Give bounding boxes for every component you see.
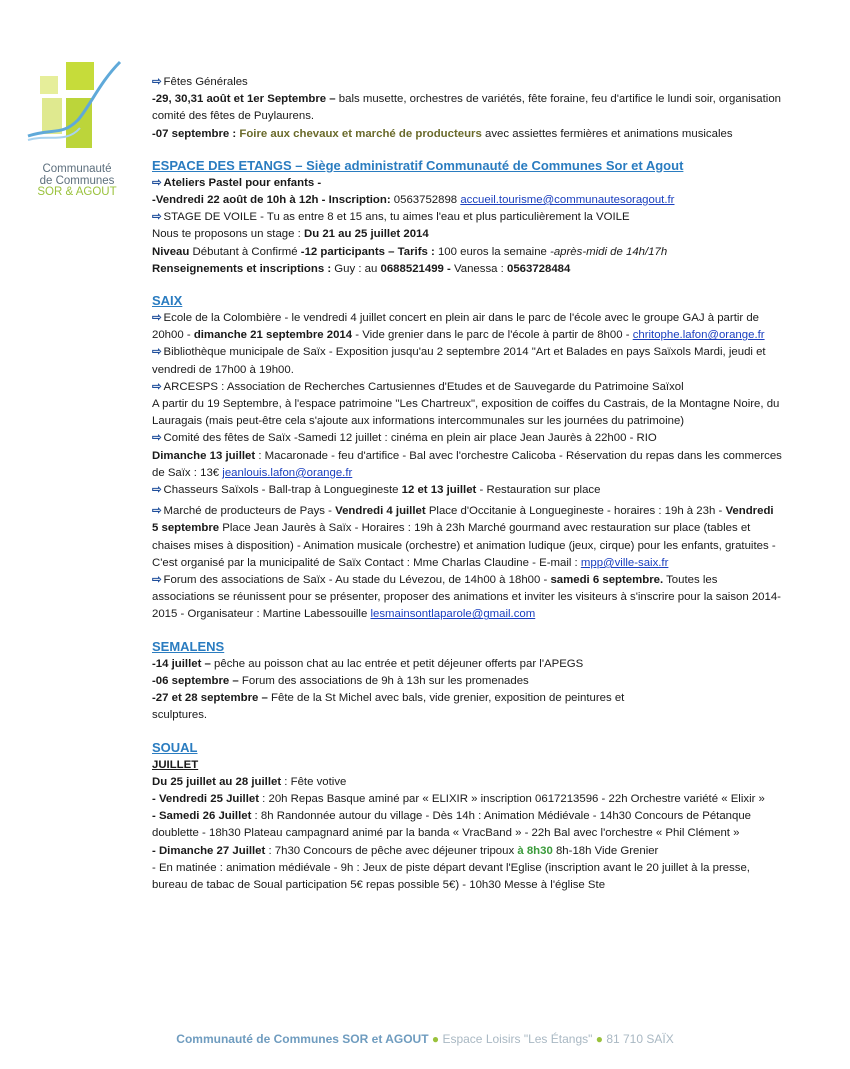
soual-line-1: Du 25 juillet au 28 juillet : Fête votive [152, 775, 347, 788]
section-heading-soual: SOUAL [152, 739, 198, 755]
arrow-right-icon: ⇨ [152, 432, 162, 445]
footer-venue: Espace Loisirs "Les Étangs" [442, 1032, 593, 1046]
logo-line-3: SOR & AGOUT [37, 186, 117, 198]
intro-line-2: -07 septembre : Foire aux chevaux et marché de producteurs avec assiettes fermières et animations musicales [152, 127, 733, 140]
arrow-right-icon: ⇨ [152, 380, 162, 393]
page-footer [0, 1032, 850, 1046]
soual-line-5: - En matinée : animation médiévale - 9h : Jeux de piste départ devant l'Eglise (inscription avant le 20 juillet à la presse, bureau de tabac de Soual participation 5€ repas possible 5€) - 10h30 Messe à l'église Ste [152, 861, 750, 891]
soual-line-4: - Dimanche 27 Juillet : 7h30 Concours de pêche avec déjeuner tripoux à 8h30 8h-18h Vide Grenier [152, 844, 659, 857]
saix-item-4: ⇨ Comité des fêtes de Saïx -Samedi 12 juillet : cinéma en plein air place Jean Jaurès à 22h00 - RIO Dimanche 13 juillet : Macaronade - feu d'artifice - Bal avec l'orchestre Calicoba - Réservation du repas dans les commerces de Saïx : 13€ jeanlouis.lafon@orange.fr [152, 432, 782, 479]
soual-line-3: - Samedi 26 Juillet : 8h Randonnée autour du village - Dès 14h : Animation Médiévale - 14h30 Concours de Pétanque doublette - 18h30 Plateau campagnard animé par la banda « VracBand » - 22h Bal avec l'orchestre « Phil Clément » [152, 810, 752, 840]
etangs-item-2-line-3: Renseignements et inscriptions : Guy : au 0688521499 - Vanessa : 0563728484 [152, 262, 571, 275]
semalens-line-3: -27 et 28 septembre – Fête de la St Michel avec bals, vide grenier, exposition de peintures et sculptures. [152, 692, 625, 722]
etangs-item-2-line-1: Nous te proposons un stage : Du 21 au 25 juillet 2014 [152, 228, 429, 241]
etangs-item-1-title: ⇨ Ateliers Pastel pour enfants - [152, 176, 322, 189]
saix-item-5: ⇨ Chasseurs Saïxols - Ball-trap à Longuegineste 12 et 13 juillet - Restauration sur place [152, 484, 601, 497]
etangs-item-2-title: ⇨ STAGE DE VOILE - Tu as entre 8 et 15 ans, tu aimes l'eau et plus particulièrement la VOILE [152, 211, 630, 224]
section-heading-semalens: SEMALENS [152, 638, 225, 654]
footer-postcode: 81 710 SAÏX [606, 1032, 674, 1046]
footer-org: Communauté de Communes SOR et AGOUT [176, 1032, 429, 1046]
saix-item-1: ⇨ Ecole de la Colombière - le vendredi 4 juillet concert en plein air dans le parc de l'école avec le groupe GAJ à partir de 20h00 - dimanche 21 septembre 2014 - Vide grenier dans le parc de l'école à partir de 8h00 - chritophe.lafon@orange.fr [152, 312, 765, 342]
logo [22, 58, 132, 228]
intro-line-1: -29, 30,31 août et 1er Septembre – bals musette, orchestres de variétés, fête foraine, feu d'artifice le lundi soir, organisation comité des fêtes de Puylaurens. [152, 93, 781, 123]
section-heading-saix: SAIX [152, 293, 183, 309]
etangs-email-link[interactable]: accueil.tourisme@communautesoragout.fr [460, 194, 675, 207]
arrow-right-icon: ⇨ [152, 176, 162, 189]
saix-item-2: ⇨ Bibliothèque municipale de Saïx - Exposition jusqu'au 2 septembre 2014 "Art et Balades en pays Saïxols Mardi, jeudi et vendredi de 17h00 à 19h00. [152, 346, 766, 376]
arrow-right-icon: ⇨ [152, 484, 162, 497]
saix-email-link-3[interactable]: mpp@ville-saix.fr [580, 556, 669, 569]
soual-line-2: - Vendredi 25 Juillet : 20h Repas Basque aminé par « ELIXIR » inscription 0617213596 - 22h Orchestre variété « Elixir » [152, 792, 765, 805]
arrow-right-icon: ⇨ [152, 574, 162, 587]
footer-separator: ● [592, 1032, 607, 1046]
intro-title: ⇨ Fêtes Générales [152, 76, 248, 88]
semalens-line-2: -06 septembre – Forum des associations de 9h à 13h sur les promenades [152, 674, 529, 687]
arrow-right-icon: ⇨ [152, 211, 162, 224]
arrow-right-icon: ⇨ [152, 76, 162, 88]
logo-mark-icon [22, 58, 132, 228]
saix-item-6: ⇨ Marché de producteurs de Pays - Vendredi 4 juillet Place d'Occitanie à Longuegineste - horaires : 19h à 23h - Vendredi 5 septembre Place Jean Jaurès à Saïx - Horaires : 19h à 23h Marché gourmand avec restauration sur place (tables et chaises mises à disposition) - Animation musicale (orchestre) et animation ludique (jeux, cirque) pour les enfants, gratuites - C'est organisé par la municipalité de Saïx Contact : Mme Charlas Claudine - E-mail : mpp@ville-saix.fr [152, 505, 776, 569]
semalens-line-1: -14 juillet – pêche au poisson chat au lac entrée et petit déjeuner offerts par l'APEGS [152, 657, 584, 670]
section-heading-etangs: ESPACE DES ETANGS – Siège administratif Communauté de Communes Sor et Agout [152, 157, 684, 173]
etangs-item-2-line-2: Niveau Débutant à Confirmé -12 participants – Tarifs : 100 euros la semaine -après-midi de 14h/17h [152, 245, 668, 258]
etangs-item-1-detail: -Vendredi 22 août de 10h à 12h - Inscription: 0563752898 accueil.tourisme@communautesoragout.fr [152, 194, 675, 207]
logo-line-2: de Communes [39, 174, 115, 187]
document-body [152, 74, 782, 894]
saix-email-link-2[interactable]: jeanlouis.lafon@orange.fr [222, 466, 353, 479]
arrow-right-icon: ⇨ [152, 505, 162, 518]
logo-line-1: Communauté [42, 163, 112, 175]
saix-email-link-4[interactable]: lesmainsontlaparole@gmail.com [370, 608, 536, 621]
arrow-right-icon: ⇨ [152, 346, 162, 359]
saix-item-7: ⇨ Forum des associations de Saïx - Au stade du Lévezou, de 14h00 à 18h00 - samedi 6 septembre. Toutes les associations se réunissent pour se présenter, proposer des animations et inviter les visiteurs à s'inscrire pour la saison 2014-2015 - Organisateur : Martine Labessouille lesmainsontlaparole@gmail.com [152, 574, 781, 621]
saix-item-3-text: A partir du 19 Septembre, à l'espace patrimoine "Les Chartreux", exposition de coiffes du Castrais, de la Montagne Noire, du Lauragais (mais peut-être cela s'ajoute aux informations intercommunales sur les journées du patrimoine) [152, 398, 780, 428]
soual-subheading: JUILLET [152, 758, 199, 771]
footer-separator: ● [428, 1032, 443, 1046]
arrow-right-icon: ⇨ [152, 312, 162, 325]
saix-item-3-title: ⇨ ARCESPS : Association de Recherches Cartusiennes d'Etudes et de Sauvegarde du Patrimoine Saïxol [152, 380, 684, 393]
saix-email-link-1[interactable]: chritophe.lafon@orange.fr [632, 329, 765, 342]
